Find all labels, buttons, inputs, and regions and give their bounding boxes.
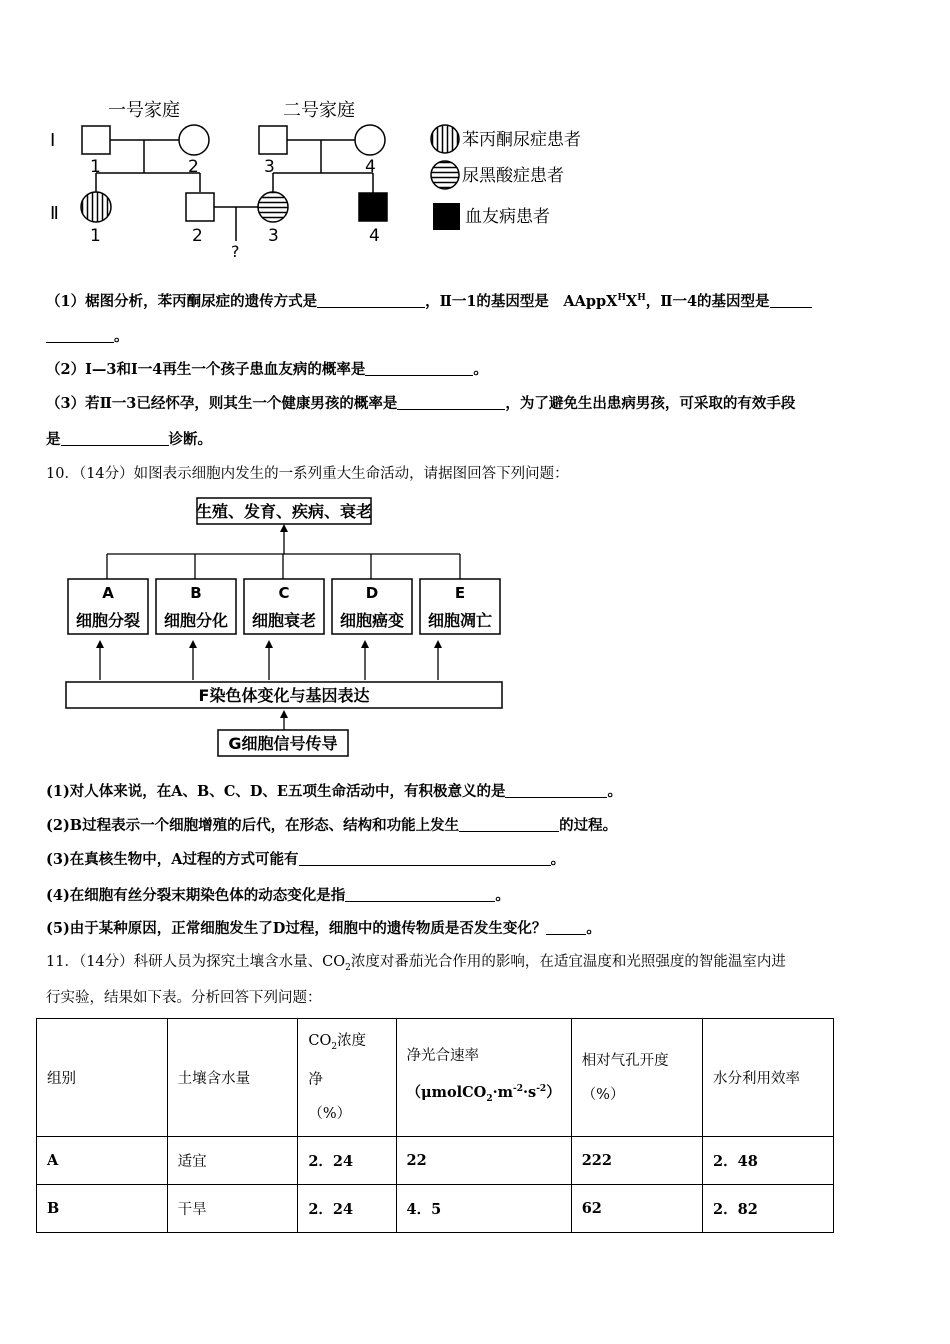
rate-unit: $(\mu molCO_2\cdot m^{-2}\cdot s^{-2})$ xyxy=(406,1084,561,1105)
cell-wue-b: 2．82 xyxy=(703,1185,834,1233)
legend-pku-label: 苯丙酮尿症患者 xyxy=(462,130,581,150)
pedigree-chart xyxy=(40,95,620,265)
q9-part1: （1）椐图分析，苯丙酮尿症的遗传方式是 ，Ⅱ一1的基因型是 $AAppX^HX^H$，Ⅱ一4的基因型是 xyxy=(46,288,812,312)
q10-blank-2[interactable] xyxy=(459,815,559,832)
box-d-name: 细胞癌变 xyxy=(339,611,405,630)
q10-blank-1[interactable] xyxy=(505,781,607,798)
id-II1: 1 xyxy=(90,226,101,246)
q10-stem: 10．（14分）如图表示细胞内发生的一系列重大生命活动，请据图回答下列问题： xyxy=(46,466,569,482)
box-f-label: F染色体变化与基因表达 xyxy=(198,686,370,705)
id-I4: 4 xyxy=(365,157,376,177)
cell-rate-a: 22 xyxy=(396,1137,571,1185)
generation-label-1: Ⅰ xyxy=(50,130,56,151)
cell-group-a: A xyxy=(37,1137,168,1185)
header-water: 土壤含水量 xyxy=(167,1019,298,1137)
q9-part1-cont: 。 xyxy=(46,326,129,347)
header-rate: 净光合速率 $(\mu molCO_2\cdot m^{-2}\cdot s^{-2})$ xyxy=(396,1019,571,1137)
id-II4: 4 xyxy=(369,226,380,246)
cell-water-b: 干旱 xyxy=(167,1185,298,1233)
cell-rate-b: 4．5 xyxy=(396,1185,571,1233)
cell-activity-diagram xyxy=(60,492,510,762)
cell-water-a: 适宜 xyxy=(167,1137,298,1185)
family2-title: 二号家庭 xyxy=(283,100,355,121)
cell-wue-a: 2．48 xyxy=(703,1137,834,1185)
q10-blank-4[interactable] xyxy=(345,885,495,902)
box-c-name: 细胞衰老 xyxy=(251,611,317,630)
header-group: 组别 xyxy=(37,1019,168,1137)
q10-part3: (3)在真核生物中，A过程的方式可能有 。 xyxy=(46,851,566,868)
male-II4-hemophilia xyxy=(359,193,387,221)
female-I4 xyxy=(355,125,385,155)
box-e-name: 细胞凋亡 xyxy=(427,611,493,630)
legend-hemophilia-label: 血友病患者 xyxy=(465,207,550,227)
id-I3: 3 xyxy=(264,157,275,177)
female-II3-alkaptonuria xyxy=(258,192,288,222)
cell-stoma-a: 222 xyxy=(571,1137,702,1185)
family1-title: 一号家庭 xyxy=(108,100,180,121)
q10-part2: (2)B过程表示一个细胞增殖的后代，在形态、结构和功能上发生 的过程。 xyxy=(46,817,618,834)
male-II2 xyxy=(186,193,214,221)
q9-part3: （3）若Ⅱ一3已经怀孕，则其生一个健康男孩的概率是 ，为了避免生出患病男孩，可采取的有效手段 xyxy=(46,395,796,412)
male-I1 xyxy=(82,126,110,154)
table-row xyxy=(37,1137,834,1185)
female-I2 xyxy=(179,125,209,155)
q9-blank-genotype-1[interactable] xyxy=(770,291,812,308)
cell-stoma-b: 62 xyxy=(571,1185,702,1233)
q9-blank-genotype-2[interactable] xyxy=(46,326,114,343)
box-c-letter: C xyxy=(278,584,290,602)
legend-pku-symbol xyxy=(431,125,459,153)
table-header-row xyxy=(37,1019,834,1137)
header-co2: $CO_2$浓度 净 （%） xyxy=(298,1019,396,1137)
box-b-name: 细胞分化 xyxy=(163,611,229,630)
q11-stem-line2: 行实验，结果如下表。分析回答下列问题： xyxy=(46,990,322,1006)
cell-group-b: B xyxy=(37,1185,168,1233)
q9-blank-inheritance[interactable] xyxy=(317,291,425,308)
q10-part1: (1)对人体来说，在A、B、C、D、E五项生命活动中，有积极意义的是 。 xyxy=(46,783,622,800)
box-g-label: G细胞信号传导 xyxy=(228,734,338,753)
results-table xyxy=(36,1018,834,1233)
q9-part2: （2）Ⅰ—3和Ⅰ一4再生一个孩子患血友病的概率是 。 xyxy=(46,361,488,378)
box-a-name: 细胞分裂 xyxy=(75,611,141,630)
top-box-label: 生殖、发育、疾病、衰老 xyxy=(195,502,373,521)
q11-stem-line1: 11．（14分）科研人员为探究土壤含水量、$CO_2$浓度对番茄光合作用的影响，在适宜温度和光照强度的智能温室内进 xyxy=(46,954,786,973)
q9-blank-probability[interactable] xyxy=(365,359,473,376)
q10-part4: (4)在细胞有丝分裂末期染色体的动态变化是指 。 xyxy=(46,887,510,904)
cell-co2-a: 2．24 xyxy=(298,1137,396,1185)
q9-blank-diagnosis[interactable] xyxy=(61,429,169,446)
id-I2: 2 xyxy=(188,157,199,177)
q10-blank-5[interactable] xyxy=(546,918,586,935)
legend-alkaptonuria-symbol xyxy=(431,161,459,189)
id-II3: 3 xyxy=(268,226,279,246)
box-a-letter: A xyxy=(102,584,114,602)
cell-co2-b: 2．24 xyxy=(298,1185,396,1233)
female-II1-pku xyxy=(81,192,111,222)
generation-label-2: Ⅱ xyxy=(50,203,59,224)
legend-hemophilia-symbol xyxy=(433,203,460,230)
legend-alkaptonuria-label: 尿黑酸症患者 xyxy=(462,166,564,186)
q10-blank-3[interactable] xyxy=(299,849,551,866)
box-e-letter: E xyxy=(454,584,466,602)
male-I3 xyxy=(259,126,287,154)
table-row xyxy=(37,1185,834,1233)
id-II2: 2 xyxy=(192,226,203,246)
unknown-child: ? xyxy=(231,242,240,261)
box-b-letter: B xyxy=(190,584,202,602)
header-stoma: 相对气孔开度 （%） xyxy=(571,1019,702,1137)
id-I1: 1 xyxy=(90,157,101,177)
q9-blank-healthy-boy[interactable] xyxy=(397,393,505,410)
q9-part3-cont: 是 诊断。 xyxy=(46,431,212,448)
box-d-letter: D xyxy=(365,584,379,602)
header-wue: 水分利用效率 xyxy=(703,1019,834,1137)
q10-part5: (5)由于某种原因，正常细胞发生了D过程，细胞中的遗传物质是否发生变化？ 。 xyxy=(46,920,601,937)
